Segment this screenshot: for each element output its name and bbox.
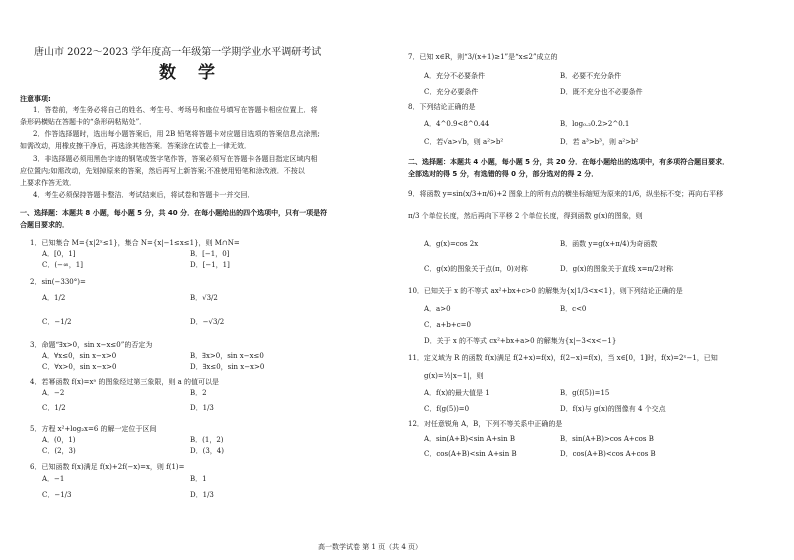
- notice-line: 条形码横贴在答题卡的“条形码粘贴处”．: [20, 118, 147, 126]
- question-5-stem: 5．方程 x²+log₂x=6 的解一定位于区间: [30, 425, 157, 433]
- q6-option-d: D．1/3: [190, 491, 214, 499]
- q5-option-c: C．(2，3): [42, 447, 76, 455]
- q6-option-c: C．−1/3: [42, 491, 72, 499]
- section2-heading: 二、选择题：本题共 4 小题，每小题 5 分，共 20 分．在每小题给出的选项中，有多项符合题目要求．: [408, 158, 730, 166]
- notice-line: 4．考生必须保持答题卡整洁．考试结束后，将试卷和答题卡一并交回．: [33, 191, 255, 199]
- notice-line: 如需改动，用橡皮擦干净后，再选涂其他答案．答案涂在试卷上一律无效．: [20, 142, 251, 150]
- page-footer: 高一数学试卷 第 1 页（共 4 页）: [318, 543, 423, 551]
- q5-option-b: B．(1，2): [190, 436, 224, 444]
- q8-option-d: D．若 a³>b³，则 a²>b²: [560, 138, 639, 146]
- q7-option-c: C．充分必要条件: [424, 88, 479, 96]
- q5-option-a: A．(0，1): [42, 436, 76, 444]
- notice-line: 3．非选择题必须用黑色字迹的钢笔或签字笔作答，答案必须写在答题卡各题目指定区域内相: [33, 155, 318, 163]
- q7-option-d: D．既不充分也不必要条件: [560, 88, 643, 96]
- question-12-stem: 12．对任意锐角 A，B，下列不等关系中正确的是: [408, 420, 563, 428]
- q8-option-a: A．4^0.9<8^0.44: [424, 120, 490, 128]
- q11-option-a: A．f(x)的最大值是 1: [424, 389, 490, 397]
- q10-option-b: B．c<0: [560, 305, 587, 313]
- question-11-stem: 11．定义域为 R 的函数 f(x)满足 f(2+x)=f(x)，f(2−x)=f(x)，当 x∈[0，1]时，f(x)=2ˣ−1，已知: [408, 354, 718, 362]
- q2-option-b: B．√3/2: [190, 294, 218, 302]
- q12-option-c: C．cos(A+B)<sin A+sin B: [424, 450, 517, 458]
- q11-option-b: B．g(f(5))=15: [560, 389, 610, 397]
- q4-option-c: C．1/2: [42, 404, 66, 412]
- q9-option-d: D．g(x)的图象关于直线 x=π/2对称: [560, 265, 673, 273]
- q1-option-b: B．[−1，0]: [190, 250, 230, 258]
- section1-heading-cont: 合题目要求的．: [20, 221, 69, 229]
- question-10-stem: 10．已知关于 x 的不等式 ax²+bx+c>0 的解集为{x|1/3<x<1}，则下列结论正确的是: [408, 287, 683, 295]
- q1-option-d: D．[−1，1]: [190, 261, 230, 269]
- q10-option-c: C．a+b+c=0: [424, 321, 471, 329]
- q9-option-b: B．函数 y=g(x+π/4)为奇函数: [560, 240, 658, 248]
- q8-option-b: B．log₀.₂0.2>2^0.1: [560, 120, 630, 128]
- question-8-stem: 8．下列结论正确的是: [408, 103, 476, 111]
- question-11-stem-cont: g(x)=½|x−1|，则: [424, 372, 484, 380]
- q2-option-a: A．1/2: [42, 294, 66, 302]
- q3-option-b: B．∃x>0，sin x−x≤0: [190, 352, 264, 360]
- question-2-stem: 2．sin(−330°)=: [30, 278, 86, 286]
- q12-option-d: D．cos(A+B)<cos A+cos B: [560, 450, 656, 458]
- q9-option-c: C．g(x)的图象关于点(π，0)对称: [424, 265, 528, 273]
- q7-option-b: B．必要不充分条件: [560, 72, 622, 80]
- q3-option-d: D．∃x≤0，sin x−x>0: [190, 363, 265, 371]
- q2-option-c: C．−1/2: [42, 318, 72, 326]
- notice-heading: 注意事项:: [20, 95, 51, 103]
- notice-line: 2．作答选择题时，选出每小题答案后，用 2B 铅笔将答题卡对应题目选项的答案信息点涂黑;: [33, 130, 320, 138]
- q2-option-d: D．−√3/2: [190, 318, 225, 326]
- q6-option-b: B．1: [190, 475, 207, 483]
- notice-line: 应位置内;如需改动，先划掉原来的答案，然后再写上新答案;不准使用铅笔和涂改液．不按以: [20, 167, 305, 175]
- notice-line: 1．答卷前，考生务必将自己的姓名、考生号、考场号和座位号填写在答题卡相应位置上．将: [33, 106, 318, 114]
- q6-option-a: A．−1: [42, 475, 65, 483]
- q3-option-a: A．∀x≤0，sin x−x>0: [42, 352, 117, 360]
- q4-option-a: A．−2: [42, 389, 65, 397]
- q11-option-c: C．f(g(5))=0: [424, 405, 470, 413]
- q4-option-d: D．1/3: [190, 404, 214, 412]
- question-7-stem: 7．已知 x∈R，则“3/(x+1)≥1”是“x≤2”成立的: [408, 53, 558, 61]
- q12-option-a: A．sin(A+B)<sin A+sin B: [424, 435, 515, 443]
- section2-heading-cont: 全部选对的得 5 分，有选错的得 0 分，部分选对的得 2 分．: [408, 170, 599, 178]
- section1-heading: 一、选择题：本题共 8 小题，每小题 5 分，共 40 分．在每小题给出的四个选项中，只有一项是符: [20, 209, 328, 217]
- notice-line: 上要求作答无效．: [20, 179, 76, 187]
- question-1-stem: 1．已知集合 M={x|2ˣ≤1}，集合 N={x|−1≤x≤1}，则 M∩N=: [30, 239, 240, 247]
- question-6-stem: 6．已知函数 f(x)满足 f(x)+2f(−x)=x，则 f(1)=: [30, 463, 185, 471]
- question-3-stem: 3．命题“∃x>0，sin x−x≤0”的否定为: [30, 341, 153, 349]
- q10-option-d: D．关于 x 的不等式 cx²+bx+a>0 的解集为{x|−3<x<−1}: [424, 337, 617, 345]
- q12-option-b: B．sin(A+B)>cos A+cos B: [560, 435, 654, 443]
- q9-option-a: A．g(x)=cos 2x: [424, 240, 479, 248]
- exam-title: 唐山市 2022～2023 学年度高一年级第一学期学业水平调研考试: [34, 47, 322, 58]
- subject-title: 数学: [159, 63, 237, 83]
- q7-option-a: A．充分不必要条件: [424, 72, 486, 80]
- q3-option-c: C．∀x>0，sin x−x>0: [42, 363, 117, 371]
- q10-option-a: A．a>0: [424, 305, 451, 313]
- q1-option-c: C．(−∞，1]: [42, 261, 83, 269]
- q1-option-a: A．[0，1]: [42, 250, 76, 258]
- q8-option-c: C．若√a>√b，则 a²>b²: [424, 138, 504, 146]
- q11-option-d: D．f(x)与 g(x)的图像有 4 个交点: [560, 405, 666, 413]
- question-9-stem-cont: π/3 个单位长度，然后再向下平移 2 个单位长度，得到函数 g(x)的图象，则: [408, 212, 643, 220]
- question-4-stem: 4．若幂函数 f(x)=xᵃ 的图象经过第三象限，则 a 的值可以是: [30, 378, 220, 386]
- q5-option-d: D．(3，4): [190, 447, 224, 455]
- q4-option-b: B．2: [190, 389, 207, 397]
- question-9-stem: 9．将函数 y=sin(x/3+π/6)+2 图象上的所有点的横坐标缩短为原来的1/6，纵坐标不变；再向右平移: [408, 190, 724, 198]
